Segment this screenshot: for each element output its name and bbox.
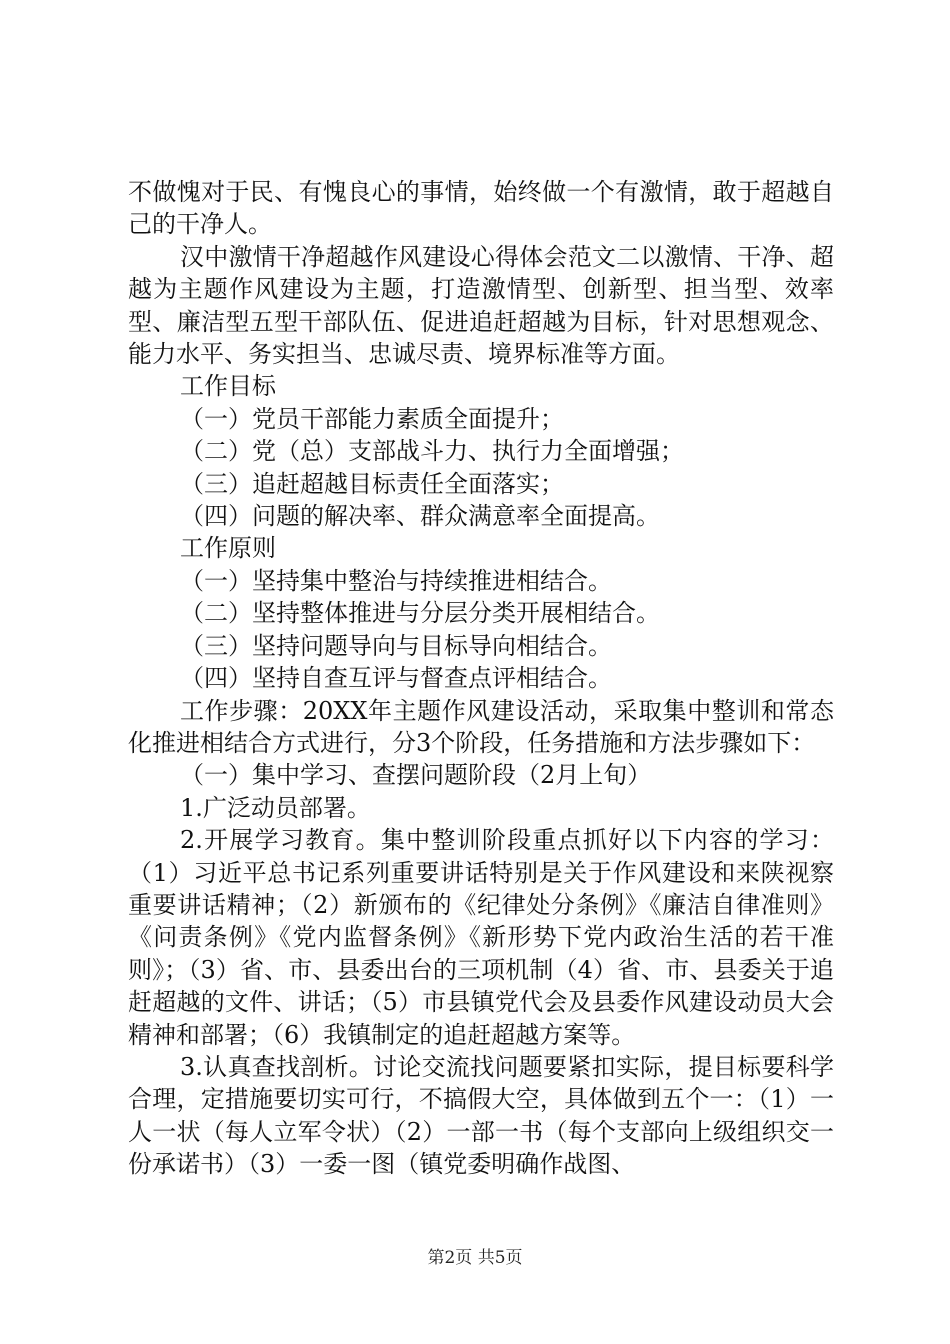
- paragraph: 汉中激情干净超越作风建设心得体会范文二以激情、干净、超越为主题作风建设为主题，打造激情型、创新型、担当型、效率型、廉洁型五型干部队伍、促进追赶超越为目标，针对思想观念、能力水平、务实担当、忠诚尽责、境界标准等方面。: [128, 242, 834, 369]
- paragraph: （一）集中学习、查摆问题阶段（2月上旬）: [180, 761, 652, 790]
- paragraph: （二）党（总）支部战斗力、执行力全面增强；: [180, 437, 684, 466]
- paragraph: （三）坚持问题导向与目标导向相结合。: [180, 631, 612, 660]
- paragraph: 3.认真查找剖析。讨论交流找问题要紧扣实际，提目标要科学合理，定措施要切实可行，不搞假大空，具体做到五个一：（1）一人一状（每人立军令状）（2）一部一书（每个支部向上级组织交一份承诺书）（3）一委一图（镇党委明确作战图、: [128, 1052, 834, 1179]
- document-body: [128, 176, 834, 1181]
- paragraph: 1.广泛动员部署。: [180, 793, 371, 822]
- paragraph: 工作目标: [180, 372, 276, 401]
- paragraph: （四）坚持自查互评与督查点评相结合。: [180, 664, 612, 693]
- paragraph: （一）党员干部能力素质全面提升；: [180, 404, 564, 433]
- paragraph: （三）追赶超越目标责任全面落实；: [180, 469, 564, 498]
- paragraph: 不做愧对于民、有愧良心的事情，始终做一个有激情，敢于超越自己的干净人。: [128, 178, 834, 239]
- paragraph: 工作步骤：20XX年主题作风建设活动，采取集中整训和常态化推进相结合方式进行，分3个阶段，任务措施和方法步骤如下：: [128, 696, 834, 757]
- paragraph: （二）坚持整体推进与分层分类开展相结合。: [180, 599, 660, 628]
- paragraph: （四）问题的解决率、群众满意率全面提高。: [180, 502, 660, 531]
- page-footer: 第2页 共5页: [427, 1248, 523, 1268]
- paragraph: 工作原则: [180, 534, 276, 563]
- paragraph: （一）坚持集中整治与持续推进相结合。: [180, 566, 612, 595]
- paragraph: 2.开展学习教育。集中整训阶段重点抓好以下内容的学习：（1）习近平总书记系列重要讲话特别是关于作风建设和来陕视察重要讲话精神；（2）新颁布的《纪律处分条例》《廉洁自律准则》《问责条例》《党内监督条例》《新形势下党内政治生活的若干准则》；（3）省、市、县委出台的三项机制（4）省、市、县委关于追赶超越的文件、讲话；（5）市县镇党代会及县委作风建设动员大会精神和部署；（6）我镇制定的追赶超越方案等。: [128, 826, 834, 1049]
